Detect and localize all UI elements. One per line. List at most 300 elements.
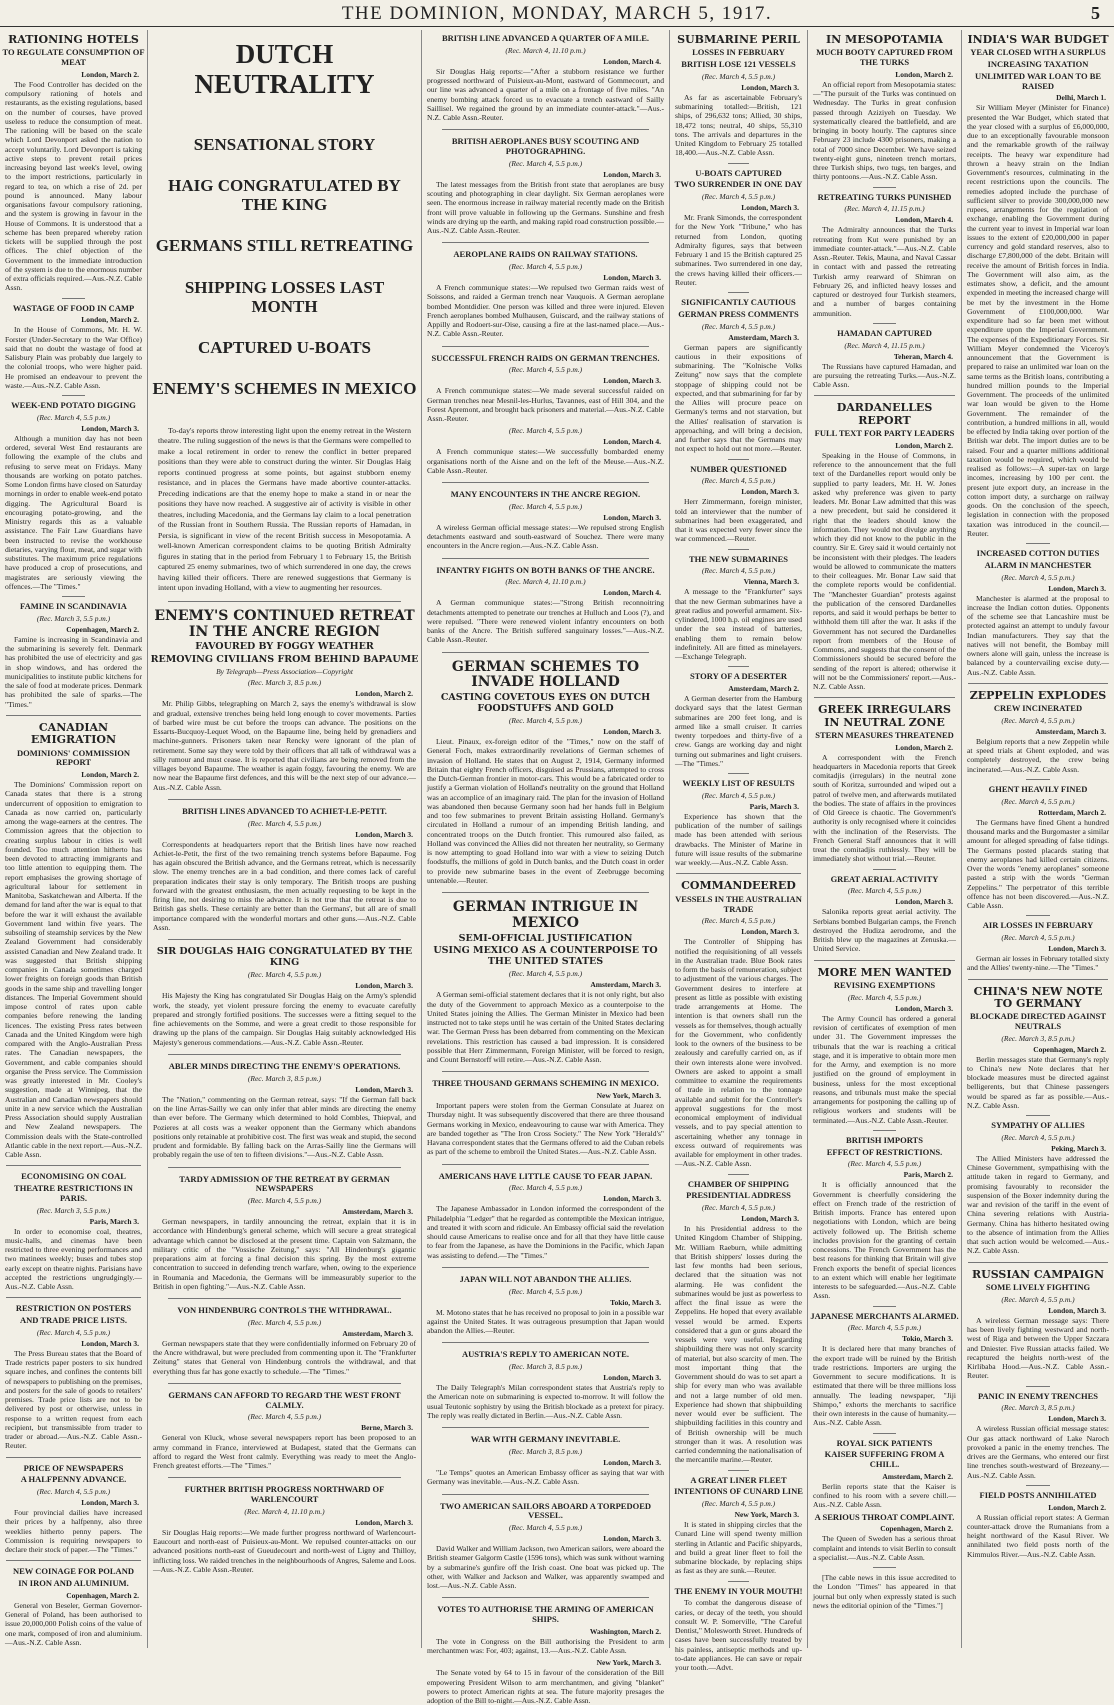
dateline: London, March 2.	[895, 440, 953, 450]
article-body: It is stated in shipping circles that the Cunard Line will spend twenty million sterling in Atlantic and Pacific shipyards, and build a great liner fleet to foil the submarine blockade, by replacing ships as fast as they are sunk.—Reuter.	[675, 1520, 802, 1576]
article-body: Mr. Frank Simonds, the correspondent for the New York "Tribune," who has returned from London, quoting Admiralty figures, says that between February 1 and 15 the British captured 25 submarines. Two surrendered in one day, the crews having killed their officers.—Reuter.	[675, 213, 802, 287]
dateline: London, March 2.	[81, 69, 139, 79]
article-body: Mr. Philip Gibbs, telegraphing on March 2, says the enemy's withdrawal is slow and gradual, extensive trenches being held long enough to cover movements. Parties of barbed wire must be cut before the troops can advance. The positions on the Essarts-Bucquoy-Lequet Wood, on the Bapaume line, being held by grenadiers and machine-gunners. Prisoners taken near Rencky were ignorant of the plan of retirement. Some say they were told by their officers that all talk of withdrawal was a silly rumour and must cease. It is reported that civilians are being removed from the villages beyond Bapaume. The weather is again foggy, favouring the enemy. We are now near the Bapaume first defences, and this will be the next step of our advance.—Aus.-N.Z. Cable Assn.	[153, 699, 416, 792]
subheadline: ALARM IN MANCHESTER	[984, 559, 1092, 570]
headline: INFANTRY FIGHTS ON BOTH BANKS OF THE ANCRE.	[436, 564, 655, 575]
headline: SUBMARINE PERIL	[677, 33, 800, 46]
subheadline: AND TRADE PRICE LISTS.	[19, 1315, 128, 1326]
article-body: A French communique states:—We successfully bombarded enemy organisations north of the Aisne and on the left of the Meuse.—Aus.-N.Z. Cable Assn.-Reuter.	[427, 447, 664, 475]
headline: FIELD POSTS ANNIHILATED	[979, 1489, 1097, 1500]
article-body: A French communique states:—We made several successful raided on German trenches near Mesnil-les-Hurlus, Tavannes, east of Hill 304, and the Forest Apremont, and brought back prisoners and material.—Aus.-N.Z. Cable Assn.-Reuter.	[427, 386, 664, 424]
article-body: The Army Council has ordered a general revision of certificates of exemption of men under 31. The Government impresses the tribunals that the war is reaching a critical stage, and it is imperative to obtain more men for the Army, and exemption is no more justified on the ground of employment in business, unless for the most exceptional reasons, and tribunals must make the special arrangements for postponing the calling up of religious workers and students will be terminated.—Aus.-N.Z. Cable Assn.-Reuter.	[813, 1013, 956, 1125]
divider	[968, 1262, 1108, 1263]
headline: DARDANELLES REPORT	[836, 401, 933, 427]
headline: ECONOMISING ON COAL	[21, 1171, 126, 1182]
dateline: Berne, March 3.	[361, 1423, 413, 1433]
divider	[168, 1477, 401, 1478]
dateline: London, March 4.	[895, 215, 953, 225]
article-body: A correspondent with the French headquarters in Macedonia reports that Greek comitadjis (irregulars) in the neutral zone south of Koritza, surrounded and wiped out a patrol of twelve men, and afterwards mutilated the bodies. The state of affairs in the provinces of Old Greece is chaotic. The Government's authority is only recognised where it coincides with the inclination of the Reservists. The French General Staff announces that it will treat the comitadjis ruthlessly. They will be immediately shot without trial.—Reuter.	[813, 752, 956, 864]
article-body: A German communique states:—"Strong British reconnoitring detachments attempted to penetrate our trenches at Hulluch and Loos (?), and were repulsed. "There were renewed violent infantry encounters on both banks of the Ancre. The British suffered sanguinary losses."—Aus.-N.Z. Cable Assn.-Reuter.	[427, 598, 664, 645]
divider	[442, 129, 649, 130]
subheadline: PRESIDENTIAL ADDRESS	[686, 1190, 791, 1201]
article-body: The "Nation," commenting on the German retreat, says: "If the German fall back on the line Arras-Sailly we can only infer that abler minds are directing the enemy than ever before. The Germany which determined to hold Combles, Thiepval, and Pozieres at all costs was a weaker opponent than the Germany which abandons positions only retainable at prohibitive cost. The first was weak and stupid, the second prudent and formidable. By falling back on the Arras-Sailly line the Germans will probably regain the use of ten to fifteen divisions."—Aus.-N.Z. Cable Assn.	[153, 1094, 416, 1160]
dateline: Paris, March 3.	[749, 801, 799, 811]
headline: WEEKLY LIST OF RESULTS	[682, 778, 795, 789]
article-body: The Allied Ministers have addressed the Chinese Government, sympathising with the attitude taken in regard to Germany, and promising favourably to reconsider the suspension of the Boxer indemnity during the war and revision of the tariff in the event of China severing relations with Austria-Germany. China has hitherto hesitated owing to the absence of intimation from the Allies that such action would be welcomed.—Aus.-N.Z. Cable Assn.	[967, 1153, 1109, 1256]
article-body: Sir Douglas Haig reports:—"After a stubborn resistance we further progressed northward of Puisieux-au-Mont, eastward of Gommecourt, and our line was advanced a quarter of a mile on a frontage of five miles. "An enemy bombing attack forced us to evacuate a trench eastward of Sailly Saillisel. We regained the ground by an immediate counter-attack."—Aus.-N.Z. Cable Assn.-Reuter.	[427, 66, 664, 123]
dateline: London, March 3.	[741, 203, 799, 213]
dateline: London, March 2.	[81, 770, 139, 780]
divider	[1026, 1386, 1050, 1387]
divider	[442, 1494, 649, 1495]
divider	[728, 1581, 749, 1582]
subheadline: SEMI-OFFICIAL JUSTIFICATION	[458, 932, 633, 944]
received-time: (Rec. March 4, 5.5 p.m.)	[1001, 715, 1075, 725]
main-subheadline: SENSATIONAL STORY	[193, 135, 376, 155]
headline: U-BOATS CAPTURED	[695, 167, 782, 178]
received-time: (Rec. March 4, 5.5 p.m.)	[508, 158, 583, 168]
subheadline: BRITISH LOSE 121 VESSELS	[681, 59, 796, 70]
column-rule	[147, 30, 148, 1648]
article-body: The vote in Congress on the Bill authorising the President to arm merchantmen was: For, 403; against, 13.—Aus.-N.Z. Cable Assn.	[427, 1636, 664, 1656]
subheadline: UNLIMITED WAR LOAN TO BE RAISED	[974, 70, 1102, 91]
article-body: The Senate voted by 64 to 15 in favour of the consideration of the Bill empowering President Wilson to arm merchantmen, and giving "blanket" powers to protect American rights at sea. The future majority presages the adoption of the Bill to-night.—Aus.-N.Z. Cable Assn.	[427, 1668, 664, 1705]
received-time: (Rec. March 4, 5.5 p.m.)	[508, 1286, 583, 1296]
headline: WAR WITH GERMANY INEVITABLE.	[470, 1434, 621, 1445]
masthead	[0, 0, 1114, 27]
article-body: Berlin reports state that the Kaiser is confined to his room with a severe chill.—Aus.-N.Z. Cable Assn.	[813, 1481, 956, 1510]
divider	[442, 482, 649, 483]
received-time: (Rec. March 4, 5.5 p.m.)	[36, 1487, 111, 1497]
divider	[814, 960, 955, 961]
headline: SIR DOUGLAS HAIG CONGRATULATED BY THE KING	[156, 946, 413, 968]
received-time: (Rec. March 4, 5.5 p.m.)	[847, 992, 922, 1002]
article-body: As far as ascertainable February's submarining totalled:—British, 121 ships, of 296,632 tons; Allied, 30 ships, 18,472 tons; neutral, 40 ships, 55,310 tons. The arrivals and departures in the United Kingdom to February 25 totalled 18,400.—Aus.-N.Z. Cable Assn.	[675, 92, 802, 158]
divider	[6, 715, 141, 716]
divider	[968, 979, 1108, 980]
headline: COMMANDEERED	[681, 879, 796, 893]
column-2	[150, 32, 419, 1648]
advertisement-headline: THE ENEMY IN YOUR MOUTH!	[674, 1585, 803, 1596]
subheadline: STERN MEASURES THREATENED	[815, 729, 954, 740]
dateline: Paris, March 3.	[89, 1216, 139, 1226]
dateline: Copenhagen, March 2.	[66, 624, 139, 634]
column-rule	[961, 30, 962, 1648]
column-rule	[669, 30, 670, 1648]
dateline: Amsterdam, March 3.	[342, 1207, 413, 1217]
dateline: Amsterdam, March 3.	[728, 332, 799, 342]
headline: ENEMY'S CONTINUED RETREAT IN THE ANCRE REGION	[154, 607, 415, 640]
article-body: A message to the "Frankfurter" says that the new German submarines have a great radius and powerful armament. Six-cylindered, 1000 h.p. oil engines are used under the sea instead of batteries, enabling them to remain below indefinitely. All are fitted as minelayers.—Exchange Telegraph.	[675, 587, 802, 662]
received-time: (Rec. March 4, 5.5 p.m.)	[1001, 572, 1075, 582]
divider	[873, 1306, 897, 1307]
dateline: London, March 3.	[603, 1458, 661, 1467]
article-body: Speaking in the House of Commons, in reference to the announcement that the full text of the Dardanelles report would only be supplied to party leaders, Mr. H. W. Jones asked why preference was given to party leaders. Mr. Bonar Law admitted that this was a new precedent, but said he considered it right that the leaders should know the information. They would not divulge anything which they did not know to the public in the country. Sir E. Grey said it would certainly not be inconsistent with their pledges. The leaders would be allowed to communicate the matters to their colleagues. Mr. Bonar Law said that the complete reports would be confidential. The "Manchester Guardian" protests against the publication of the censored Dardanelles reports, and said it would perhaps be better to withhold them till after the war. It asks if the Government has not secured the Dardanelles report from members of the House of Commons, and suggests that the consent of the Commissioners should be secured before the sending of the report is altered; otherwise it will not be the Commissioners' report.—Aus.-N.Z. Cable Assn.	[813, 450, 956, 692]
headline: GERMAN INTRIGUE IN MEXICO	[452, 899, 639, 931]
subheadline: FAVOURED BY FOGGY WEATHER	[195, 641, 374, 653]
headline: VOTES TO AUTHORISE THE ARMING OF AMERICAN SHIPS.	[437, 1604, 654, 1625]
dateline: London, March 2.	[81, 315, 139, 325]
dateline: London, March 2.	[895, 69, 953, 79]
received-time: (Rec. March 3, 8.5 p.m.)	[1001, 1403, 1075, 1413]
received-time: (Rec. March 4, 11.15 p.m.)	[844, 340, 925, 350]
received-time: (Rec. March 4, 5.5 p.m.)	[701, 1203, 776, 1213]
received-time: (Rec. March 4, 5.5 p.m.)	[701, 71, 776, 81]
dateline: London, March 3.	[1048, 1414, 1106, 1424]
column-rule	[421, 30, 422, 1648]
headline: A GREAT LINER FLEET	[690, 1474, 787, 1485]
main-headline: DUTCH NEUTRALITY	[194, 39, 375, 99]
dateline: Copenhagen, March 2.	[880, 1524, 953, 1534]
article-body: General von Beseler, German Governor-General of Poland, has been authorised to issue 20,000,000 Polish coins of the value of one mark, composed of iron and aluminium.—Aus.-N.Z. Cable Assn.	[5, 1600, 142, 1647]
headline: GREAT AERIAL ACTIVITY	[830, 873, 939, 884]
divider	[168, 1167, 401, 1168]
headline: INDIA'S WAR BUDGET	[967, 33, 1109, 46]
subheadline: BLOCKADE DIRECTED AGAINST NEUTRALS	[969, 1011, 1107, 1031]
subheadline: CASTING COVETOUS EYES ON DUTCH FOODSTUFFS AND GOLD	[440, 691, 651, 714]
divider	[1026, 1115, 1050, 1116]
dateline: Teheran, March 4.	[893, 351, 953, 361]
article-body: Salonika reports great aerial activity. The Serbians bombed Bulgarian camps, the French destroyed the Hudiza aerodrome, and the British blew up the magazines at Zenuska.—United Service.	[813, 907, 956, 954]
editorial-note: [The cable news in this issue accredited to the London "Times" has appeared in that journal but only when expressly stated is such news the editorial opinion of the "Times."]	[813, 1573, 956, 1610]
divider	[442, 1427, 649, 1428]
subheadline: EFFECT OF RESTRICTIONS.	[826, 1146, 943, 1157]
article-body: A wireless German official message states:—We repulsed strong English detachments eastward and south-eastward of Souchez. There were many encounters in the Ancre region.—Aus.-N.Z. Cable Assn.	[427, 522, 664, 551]
dateline: London, March 2.	[895, 742, 953, 752]
article-body: The Germans have fined Ghent a hundred thousand marks and the Burgomaster a similar amount for alleged spreading of false tidings. The Germans posted placards stating that enemy aeroplanes had killed certain citizens. Over the words "enemy aeroplanes" someone pasted a strip with the words "German Zeppelins." The perpetrator of this terrible offence has not been discovered.—Aus.-N.Z. Cable Assn.	[967, 817, 1109, 910]
received-time: (Rec. March 4, 11.10 p.m.)	[505, 45, 586, 55]
received-time: (Rec. March 4, 5.5 p.m.)	[1001, 1294, 1075, 1304]
article-body: A wireless German message says: There has been lively fighting westward and north-west of Riga and between the Upper Szczara and Dniester. Five Russian attacks failed. We recaptured the heights north-west of the Kirlibaba Hood.—Aus.-N.Z. Cable Assn.-Reuter.	[967, 1315, 1109, 1381]
column-6	[964, 32, 1112, 1648]
subheadline: THEATRE RESTRICTIONS IN PARIS.	[14, 1183, 133, 1203]
article-body: A wireless Russian official message states: Our gas attack northward of Lake Naroch provoked a panic in the enemy trenches. The drives are the Germans, who entered our first line trenches south-westward of Brezeany.—Aus.-N.Z. Cable Assn.	[967, 1424, 1109, 1480]
headline: AIR LOSSES IN FEBRUARY	[982, 920, 1094, 931]
headline: ROYAL SICK PATIENTS	[836, 1437, 933, 1448]
headline: INCREASED COTTON DUTIES	[976, 548, 1100, 559]
divider	[168, 939, 401, 940]
main-subheadline: CAPTURED U-BOATS	[197, 337, 371, 357]
subheadline: GERMAN PRESS COMMENTS	[678, 308, 799, 319]
dateline: Delhi, March 1.	[1056, 93, 1106, 103]
headline: RATIONING HOTELS	[8, 33, 139, 46]
subheadline: IN IRON AND ALUMINIUM.	[18, 1578, 129, 1589]
article-body: In order to economise coal, theatres, music-halls, and cinemas have been restricted to three evening performances and two matinees weekly; buses and tubes stop early except on theatre nights. Parisians have accepted the restrictions ungrudgingly.—Aus.-N.Z. Cable Assn.	[5, 1226, 142, 1292]
headline: JAPAN WILL NOT ABANDON THE ALLIES.	[459, 1273, 632, 1284]
dateline: Rotterdam, March 2.	[1038, 807, 1106, 817]
dateline: Copenhagen, March 2.	[66, 1590, 139, 1600]
article-body: Berlin messages state that Germany's reply to China's new Note declares that her blockade measures must be directed against belligerents, but that Chinese passengers would be spared as far as possible.—Aus.-N.Z. Cable Assn.	[967, 1054, 1109, 1110]
page-number: 5	[1091, 3, 1100, 23]
divider	[968, 683, 1108, 684]
article-body: The Controller of Shipping has notified the requisitioning of all vessels in the Australian trade. Blue Book rates to form the basis of remuneration, subject to adjustment of the various charges. The Government desires to interfere at present as little as possible with existing trade arrangements at Home. The intention is that owners shall run the vessels as for themselves, though actually for the Government, who confidently look to the owners of the business to be zealously and carefully carried on, as if their own interests alone were involved. Owners are asked to appoint a small committee to examine the requirements of trade in relation to the tonnage available and submit for the Controller's approval suggestions for the most economical employment of individual vessels, and to pay special attention to ascertaining whether any tonnage in excess outward of requirements was available for employment in other trades.—Aus.-N.Z. Cable Assn.	[675, 937, 802, 1169]
divider	[728, 549, 749, 550]
received-time: (Rec. March 4, 5.5 p.m.)	[508, 501, 583, 511]
subheadline: DOMINIONS' COMMISSION REPORT	[16, 747, 131, 768]
received-time: (Rec. March 4, 11.15 p.m.)	[844, 204, 925, 214]
main-subheadline: SHIPPING LOSSES LAST MONTH	[184, 277, 385, 316]
dateline: Tokio, March 3.	[610, 1297, 661, 1307]
received-time: (Rec. March 4, 5.5 p.m.)	[701, 790, 776, 800]
column-4	[672, 32, 805, 1673]
article-body: Herr Zimmermann, foreign minister, told an interviewer that the number of submarines had been exaggerated, and that it was expected very fewer since the war commenced.—Reuter.	[675, 497, 802, 544]
dateline: London, March 3.	[741, 1214, 799, 1224]
article-body: The latest messages from the British front state that aeroplanes are busy scouting and photographing in clear daylight. Six German aeroplanes were seen. The enormous increase in railway material recently made on the British front will prove valuable in following up the Germans. Sunshine and fresh winds are drying up the earth, and making rapid road construction possible.—Aus.-N.Z. Cable Assn.-Reuter.	[427, 179, 664, 236]
divider	[6, 1297, 141, 1298]
divider	[442, 242, 649, 243]
divider	[62, 395, 85, 396]
received-time: (Rec. March 4, 5.5 p.m.)	[508, 1183, 583, 1193]
article-body: It is declared here that many branches of the export trade will be ruined by the British trade restrictions. Importers are urging the Government to secure modifications. It is estimated that there will be three millions loss annually. The leading newspaper, "Jiji Shimpo," exhorts the merchants to sacrifice their own interests in the cause of humanity.—Aus.-N.Z. Cable Assn.	[813, 1344, 956, 1428]
received-time: (Rec. March 4, 5.5 p.m.)	[701, 476, 776, 486]
received-time: (Rec. March 4, 11.10 p.m.)	[505, 577, 586, 587]
headline: PANIC IN ENEMY TRENCHES	[977, 1390, 1099, 1401]
headline: FAMINE IN SCANDINAVIA	[20, 601, 127, 612]
divider	[873, 869, 897, 870]
headline: SIGNIFICANTLY CAUTIOUS	[681, 297, 796, 308]
dateline: London, March 3.	[355, 981, 413, 991]
received-time: (Rec. March 4, 5.5 p.m.)	[847, 1159, 922, 1169]
divider	[442, 892, 649, 893]
headline: PRICE OF NEWSPAPERS	[23, 1462, 124, 1473]
divider	[728, 292, 749, 293]
divider	[442, 346, 649, 347]
divider	[873, 1433, 897, 1434]
received-time: (Rec. March 4, 5.5 p.m.)	[1001, 1132, 1075, 1142]
dateline: London, March 3.	[1048, 944, 1106, 954]
divider	[1026, 779, 1050, 780]
article-body: The Daily Telegraph's Milan correspondent states that Austria's reply to the American note on submarining is expected to-morrow. It will follow the usual Teutonic sophistry by using the British blockade as a pretext for piracy. The reply was really dictated in Berlin.—Aus.-N.Z. Cable Assn.	[427, 1383, 664, 1420]
headline: HAMADAN CAPTURED	[837, 327, 932, 338]
article-body: Sir William Meyer (Minister for Finance) presented the War Budget, which stated that the year closed with a surplus of £6,000,000, due to an exceptionally favourable monsoon and the remarkable growth of the railway receipts. The heavy war expenditure had thrown a heavy strain on the Indian Government's resources, culminating in the recent restrictions upon the councils. The remedies adopted include the purchase of sufficient silver to provide 300,000,000 new rupees, arrangements for the regulation of exchange, enabling the Government during the current year to invest in Imperial war loan issues to the extent of £20,000,000 in paper currency and gold standard reserves, also to discharge £7,800,000 of the debt. Britain will receive the amount of British forces in India. The Government will also aim, as the estimates show, a deficit, and the amount expended in meeting the increased charge will be met by the investment in the Home Government of £100,000,000. War expenditure had so far been met without expenditure upon the Imperial Government. The expenses of the Expeditionary Forces. Sir William Meyer condemned the Viceroy's announcement that the Government is prepared to raise an unlimited war loan on the same terms as the British loans, contributing a hundred million pounds to the Imperial Government. The proceeds of the unlimited war loan would be given to the Home Government. The remainder of the contribution, a hundred millions in all, would be effected by India taking over portion of the British war debt. The import duties are to be raised. Four and a quarter millions additional taxation would be required, which would be realised as follows:—A super-tax on large incomes, increasing by 100 per cent. the present jute export duty, an increase in the cotton import duty, a surcharge on railway goods. On the conclusion of the speech, legislation in connection with the proposed taxation was introduced in the council.—Reuter.	[967, 103, 1109, 538]
subheadline: FULL TEXT FOR PARTY LEADERS	[814, 428, 955, 438]
dateline: London, March 3.	[741, 82, 799, 92]
headline: JAPANESE MERCHANTS ALARMED.	[810, 1310, 959, 1321]
headline: BRITISH AEROPLANES BUSY SCOUTING AND PHOTOGRAPHING.	[451, 136, 640, 157]
article-body: Correspondents at headquarters report that the British lines have now reached Achiet-le-Petit, the first of the two remaining trench systems before Bapaume. Fog has again obscured the British advance, and the Germans retreat, which is necessarily slow. The enemy trenches are in a bad condition, and there comes lack of careful preparation indicates their stay is only temporary. The British troops are pushing forward with the greatest enthusiasm, the men actually requesting to be kept in the firing line, not desiring to miss the advance. It is not true that the retreat is due to British gas shells. These certainly are better than the Germans', but all are of small importance compared with the wonderful mortars and other guns.—Aus.-N.Z. Cable Assn.	[153, 839, 416, 932]
received-time: (Rec. March 4, 5.5 p.m.)	[1001, 933, 1075, 943]
dateline: Amsterdam, March 2.	[882, 1471, 953, 1481]
received-time: (Rec. March 4, 5.5 p.m.)	[1001, 796, 1075, 806]
subheadline: TWO SURRENDER IN ONE DAY	[674, 179, 803, 190]
dateline: New York, March 3.	[596, 1658, 661, 1668]
divider	[873, 187, 897, 188]
dateline: Vienna, March 3.	[743, 577, 799, 587]
headline: TWO AMERICAN SAILORS ABOARD A TORPEDOED VESSEL.	[439, 1500, 652, 1521]
article-body: Although a munition day has not been ordered, several West End restaurants are following the example of the clubs and refusing to serve meat on Fridays. Many thousands are working on potato patches. Some London firms have closed on Saturday mornings in order to enable week-end potato digging. The Agricultural Board is encouraging potato-growing, and the Ministry regards this as a valuable assistance. The Fair Law Guardians have been instructed to revise the workhouse dietaries, varying flour, meat, and sugar with substitutes. The maximum price regulations have produced a crop of prosecutions, and magistrates are seriously viewing the offences.—The "Times."	[5, 433, 142, 591]
divider	[728, 666, 749, 667]
headline: GERMANS CAN AFFORD TO REGARD THE WEST FRONT CALMLY.	[168, 1389, 401, 1410]
divider	[6, 1560, 141, 1561]
dateline: London, March 3.	[81, 423, 139, 433]
dateline: New York, March 3.	[734, 1510, 799, 1520]
headline: THREE THOUSAND GERMANS SCHEMING IN MEXICO.	[432, 1078, 659, 1089]
received-time: (Rec. March 4, 5.5 p.m.)	[247, 818, 322, 828]
headline: GHENT HEAVILY FINED	[988, 783, 1088, 794]
divider	[442, 652, 649, 653]
received-time: (Rec. March 4, 5.5 p.m.)	[36, 1327, 111, 1337]
article-body: The Admiralty announces that the Turks retreating from Kut were punished by an immediate counter-attack."—Aus.-N.Z. Cable Assn.-Reuter. Tekis, Mauna, and Naval Cassar in contact with and passed the retreating Turkish army rearward of Shimran on February 26, and inflicted heavy losses and captured or destroyed four Turkish steamers, and a number of barges containing ammunition.	[813, 225, 956, 318]
dateline: London, March 3.	[603, 1373, 661, 1383]
headline: WASTAGE OF FOOD IN CAMP	[12, 302, 135, 313]
headline: IN MESOPOTAMIA	[826, 33, 943, 46]
headline: CHINA'S NEW NOTE TO GERMANY	[973, 984, 1103, 1010]
divider	[728, 1470, 749, 1471]
divider	[814, 697, 955, 698]
dateline: London, March 3.	[603, 273, 661, 283]
headline: MORE MEN WANTED	[817, 965, 952, 979]
headline: GERMAN SCHEMES TO INVADE HOLLAND	[451, 658, 640, 691]
divider	[873, 323, 897, 324]
copyright-credit: By Telegraph—Press Association—Copyright	[216, 667, 353, 677]
masthead-title: THE DOMINION, MONDAY, MARCH 5, 1917.	[341, 3, 773, 24]
article-body: German air losses in February totalled sixty and the Allies' twenty-nine.—The "Times."	[967, 954, 1109, 973]
received-time: (Rec. March 3, 8.5 p.m.)	[247, 1073, 322, 1083]
article-body: A Russian official report states: A German counter-attack drove the Rumanians from a height northward of the Kasul River. We annihilated two field posts north of the Kimmulos River.—Aus.-N.Z. Cable Assn.	[967, 1512, 1109, 1559]
divider	[168, 1054, 401, 1055]
divider	[168, 799, 401, 800]
divider	[6, 1165, 141, 1166]
article-body: David Walker and William Jackson, two American sailors, were aboard the British steamer Galgorm Castle (1596 tons), which was sunk without warning by a submarine's gunfire off the Irish coast. One boat was picked up. The other, with Walker and Jackson and Walker, was apparently swamped and lost.—Aus.-N.Z. Cable Assn.	[427, 1544, 664, 1591]
divider	[442, 1597, 649, 1598]
article-body: The Dominions' Commission report on Canada states that there is a strong undercurrent of opposition to emigration to Canada as now carried on, particularly among the wage-earners at the centres. The Commission agrees that the objection to creating surplus labour in cities is well founded. Too much attention hitherto has been devoted to attracting immigrants and too little attention to equipping them. The report emphasises the growing shortage of agricultural labour for settlement in Manitoba, Saskatchewan and Alberta. If the demand for land after the war is equal to that before the war it will exhaust the available Government land within five years. The subsoiling of steamship services by the New Zealand Government had considerably assisted Canadian and New Zealand trade. It was suggested that British shipping companies in Canada sometimes charged lower freights on foreign goods than British goods in the same ship and travelling longer distances. The Imperial Government should impose control of rates upon cable companies before renewing the landing licences. The existing Press rates between Canada and the United Kingdom were high compared with the Anglo-Australian Press rates. The Canadian newspapers, the Government, and cable companies should organise the Press service. The Commission was greatly interested in Mr. Cooley's suggestion, made at Winnipeg, that the Australian and Canadian newspapers should unite in a new service which the Australian Press Association should supply Australian and New Zealand newspapers. The Commission deals with the State-controlled Atlantic cable in the next report.—Aus.-N.Z. Cable Assn.	[5, 780, 142, 1160]
article-body: A German semi-official statement declares that it is not only right, but also the duty of the Government to approach Mexico as a counterpoise to the United States joining the Allies. The German Minister in Mexico had been instructed not to take steps until he was certain of the United States declaring war. The German Press has been debarred from commenting on the Mexican revelations. This restriction has caused a bad impression. It is considered possible that Herr Zimmermann, Foreign Minister, will be forced to resign, and Count Bernstorff will retire.—Aus.-N.Z. Cable Assn.	[427, 990, 664, 1065]
divider	[168, 1298, 401, 1299]
received-time: (Rec. March 4, 5.5 p.m.)	[701, 1499, 776, 1509]
received-time: (Rec. March 4, 5.5 p.m.)	[508, 365, 583, 375]
received-time: (Rec. March 4, 5.5 p.m.)	[847, 886, 922, 896]
received-time: (Rec. March 4, 5.5 p.m.)	[247, 970, 322, 980]
subheadline: LOSSES IN FEBRUARY	[692, 47, 785, 58]
headline: ZEPPELIN EXPLODES	[969, 688, 1107, 702]
headline: CANADIAN EMIGRATION	[30, 720, 117, 747]
headline: BRITISH LINE ADVANCED A QUARTER OF A MILE.	[441, 33, 650, 43]
dateline: London, March 3.	[1048, 1305, 1106, 1315]
divider	[442, 1071, 649, 1072]
article-body: It is officially announced that the Government is cheerfully considering the effect on French trade of the restriction of British imports. France has entered upon negotiations with London, which are being actively followed up. The British scheme includes provision for the granting of certain concessions. The French Government has the best reasons for thinking that Britain will give French exports the benefit of special licences to an extent which will enable her legitimate interests to be safeguarded.—Aus.-N.Z. Cable Assn.	[813, 1180, 956, 1301]
dateline: London, March 3.	[741, 487, 799, 497]
article-body: The Queen of Sweden has a serious throat complaint and intends to visit Berlin to consult a specialist.—Aus.-N.Z. Cable Assn.	[813, 1534, 956, 1562]
article-body: The Japanese Ambassador in London informed the correspondent of the Philadelphia "Ledger" that he regarded as contemptible the Mexican intrigue, and treated it with scorn and ridicule. An Embassy official said the revelation should cause Americans to realise once and for all that they have little cause to fear from the Japanese, as have the Dominions in the Pacific, which Japan was assisting to defend.—The "Times."	[427, 1204, 664, 1260]
dateline: London, March 2.	[355, 689, 413, 699]
divider	[442, 1342, 649, 1343]
divider	[814, 395, 955, 396]
dateline: London, March 3.	[603, 727, 661, 737]
received-time: (Rec. March 4, 5.5 p.m.)	[847, 1323, 922, 1333]
dateline: London, March 3.	[355, 829, 413, 839]
subheadline: TO REGULATE CONSUMPTION OF MEAT	[2, 47, 145, 68]
divider	[873, 1567, 897, 1568]
article-body: The Press Bureau states that the Board of Trade restricts paper posters to six hundred square inches, and confines the contents bill of newspapers to publishing on the premises, and posters for the sale of goods to retailers' premises. Trade price lists are not to be delivered by post or otherwise, unless in response to a written request from each recipient, but transmissible from trader to trader or abroad.—Aus.-N.Z. Cable Assn.-Reuter.	[5, 1348, 142, 1451]
dateline: Washington, March 2.	[589, 1626, 661, 1636]
dateline: London, March 3.	[355, 1517, 413, 1527]
subheadline: A HALFPENNY ADVANCE.	[20, 1474, 127, 1485]
divider	[6, 1457, 141, 1458]
subheadline: CREW INCINERATED	[993, 703, 1083, 714]
divider	[1026, 915, 1050, 916]
headline: VON HINDENBURG CONTROLS THE WITHDRAWAL.	[177, 1305, 392, 1316]
received-time: (Rec. March 4, 5.5 p.m.)	[508, 426, 583, 436]
headline: AMERICANS HAVE LITTLE CAUSE TO FEAR JAPAN.	[438, 1170, 653, 1181]
received-time: (Rec. March 4, 5.5 p.m.)	[701, 916, 776, 926]
dateline: Paris, March 2.	[903, 1170, 953, 1180]
dateline: London, March 2.	[1048, 1502, 1106, 1512]
article-body: An official report from Mesopotamia states:—"The pursuit of the Turks was continued on Wednesday. The Turks in great confusion passed through Aziziyeh on Tuesday. We systematically cleared the battlefield, and are bringing in booty hourly. The captures since February 23 include 4300 prisoners, making a total of 7000 since December. We have seized twenty-eight guns, nineteen trench mortars, three Turkish ships, two tugs, ten barges, and thirty pontoons.—Aus.-N.Z. Cable Assn.	[813, 79, 956, 182]
received-time: (Rec. March 4, 5.5 p.m.)	[508, 716, 583, 726]
subheadline: REMOVING CIVILIANS FROM BEHIND BAPAUME	[150, 653, 419, 665]
main-subheadline: GERMANS STILL RETREATING	[155, 236, 414, 256]
divider	[676, 873, 801, 874]
column-rule	[807, 30, 808, 1648]
divider	[442, 1164, 649, 1165]
dateline: London, March 4.	[603, 56, 661, 66]
headline: STORY OF A DESERTER	[689, 671, 788, 682]
article-body: Lieut. Pinaux, ex-foreign editor of the "Times," now on the staff of General Foch, makes extraordinarily revelations of German schemes of invasion of Holland. He states that on August 2, 1914, Germany informed Britain that eighty French officers, disguised as Prussians, attempted to cross the Dutch-German frontier in motor-cars. This would be a fabricated order to justify a German violation of Holland's neutrality on the ground that Holland was an accomplice of an imaginary raid. The plan for the invasion of Holland was abandoned then because Germany soon had her hands full in Belgium and too few submarines to prevent Britain assisting Holland. Germany's circulated in Holland a rumour of an impending British landing, and concentrated troops on the Dutch frontier. This rumoured also failed, as Holland was convinced the Allies did not threaten her neutrality, so Germany is now attempting to goad Holland into war with a view to seizing Dutch foodstuffs, the millions of gold in Dutch banks, and the Dutch coast in order to provide new submarine bases in the event of Zeebrugge becoming untenable.—Reuter.	[427, 737, 664, 885]
dateline: London, March 4.	[603, 588, 661, 598]
subheadline: A SERIOUS THROAT COMPLAINT.	[814, 1511, 955, 1522]
received-time: (Rec. March 3, 5.5 p.m.)	[36, 613, 111, 623]
received-time: (Rec. March 4, 11.10 p.m.)	[244, 1506, 325, 1516]
received-time: (Rec. March 3, 8.5 p.m.)	[247, 678, 322, 688]
headline: RUSSIAN CAMPAIGN	[971, 1267, 1104, 1281]
divider	[1026, 543, 1050, 544]
received-time: (Rec. March 4, 5.5 p.m.)	[247, 1196, 322, 1206]
article-body: German newspapers state that they were confidentially informed on February 20 of the Ancre withdrawal, but were precluded from commenting upon it. The "Frankfurter Zeitung" states that General von Hindenburg controls the withdrawal, and that everything thus far has gone exactly to schedule.—The "Times."	[153, 1338, 416, 1376]
dateline: London, March 3.	[603, 1534, 661, 1544]
advertisement-body: To combat the dangerous disease of caries, or decay of the teeth, you should consult W. P. Somerville, "The Careful Dentist," Molesworth Street. Hundreds of cases have been successfully treated by his painless, antiseptic methods and up-to-date appliances. He can save or repair your tooth.—Advt.	[675, 1598, 802, 1673]
article-body: In his Presidential address to the United Kingdom Chamber of Shipping, Mr. William Raeburn, while admitting that British shippers' losses during the last few months had been serious, declared that the situation was not alarming. He was confident the submarines would be just as powerless to affect the final issue as were the Zeppelins. He hoped that every available vessel would be armed. Experts considered that a gun or guns aboard the vessels were very useful. Regarding shipbuilding there was not only scarcity of material, but also scarcity of men. The most important thing that the Government should do was to set apart a ship for every man who was available and not a large number of old men. Experience had shown that shipbuilding never would ever be sufficient. The shipbuilding facilities in this country and of British ownership will be much stronger than it was. A resolution was carried condemning the nationalisation of the mercantile marine.—Reuter.	[675, 1224, 802, 1465]
dateline: London, March 3.	[603, 376, 661, 386]
subheadline: KAISER SUFFERING FROM A CHILL.	[824, 1449, 945, 1470]
column-5	[810, 32, 959, 1648]
divider	[62, 298, 85, 299]
headline: NEW COINAGE FOR POLAND	[13, 1566, 134, 1577]
subheadline: SOME LIVELY FIGHTING	[985, 1282, 1091, 1292]
column-3	[424, 32, 667, 1705]
subheadline: INTENTIONS OF CUNARD LINE	[674, 1486, 803, 1497]
headline: RETREATING TURKS PUNISHED	[817, 191, 952, 202]
headline: NUMBER QUESTIONED	[690, 463, 787, 474]
headline: AUSTRIA'S REPLY TO AMERICAN NOTE.	[462, 1349, 629, 1360]
headline: RESTRICTION ON POSTERS	[15, 1303, 132, 1314]
dateline: London, March 3.	[895, 897, 953, 907]
dateline: London, March 3.	[1048, 583, 1106, 593]
headline: CHAMBER OF SHIPPING	[687, 1178, 790, 1189]
headline: GREEK IRREGULARS IN NEUTRAL ZONE	[818, 703, 951, 729]
headline: WEEK-END POTATO DIGGING	[11, 400, 136, 411]
dateline: London, March 3.	[603, 512, 661, 522]
divider	[873, 1130, 897, 1131]
article-body: The Russians have captured Hamadan, and are pursuing the retreating Turks.—Aus.-N.Z. Cable Assn.	[813, 361, 956, 390]
article-body: M. Motono states that he has received no proposal to join in a possible war against the United States. It was outrageous presumption that Japan would abandon the Allies.—Reuter.	[427, 1307, 664, 1336]
column-1	[2, 32, 145, 1648]
dateline: London, March 4.	[603, 437, 661, 447]
headline: BRITISH IMPORTS	[846, 1134, 923, 1145]
article-body: Four provincial dailies have increased their prices by a halfpenny, also three weeklies hitherto penny papers. The Commission is requiring newspapers to declare their stock of paper.—The "Times."	[5, 1508, 142, 1555]
headline: THE NEW SUBMARINES	[688, 553, 789, 564]
received-time: (Rec. March 4, 5.5 p.m.)	[36, 412, 111, 422]
lead-summary: To-day's reports throw interesting light upon the enemy retreat in the Western theatre. The ruling suggestion of the news is that the Germans were compelled to make a local retirement in order to renew the conflict in better prepared positions than they were able to construct during the winter. Sir Douglas Haig reports continued progress at some points, but against stubborn enemy resistance, and in places the Germans have made abortive counter-attacks. Preceding indications are that the enemy hope to make a stand in or near the positions they have now reached. A suggestive air of activity is visible in other theatres, including Macedonia, and the Germans lay claim to a local penetration of the Russian front in Southern Russia. The Russian reports of Hamadan, in Persia, is significant in view of the recent British success in Mesopotamia. A well-known American correspondent claims to be quoting British Admiralty figures in stating that in the period from February 1 to February 15, the British captured 25 enemy submarines, two of which surrendered in one day, the crews having killed their officers. There are renewed suggestions that Germany is intent upon invading Holland, with a view to augmenting her resources.	[158, 425, 411, 593]
dateline: Tokio, March 3.	[902, 1334, 953, 1344]
subheadline: INCREASING TAXATION	[987, 59, 1089, 70]
subheadline: MUCH BOOTY CAPTURED FROM THE TURKS	[816, 47, 953, 68]
dateline: London, March 3.	[603, 169, 661, 179]
headline: FURTHER BRITISH PROGRESS NORTHWARD OF WARLENCOURT	[184, 1484, 385, 1505]
dateline: Copenhagen, March 2.	[1033, 1044, 1106, 1054]
received-time: (Rec. March 4, 5.5 p.m.)	[701, 321, 776, 331]
main-subheadline: ENEMY'S SCHEMES IN MEXICO	[152, 378, 417, 398]
headline: TARDY ADMISSION OF THE RETREAT BY GERMAN NEWSPAPERS	[179, 1173, 390, 1194]
